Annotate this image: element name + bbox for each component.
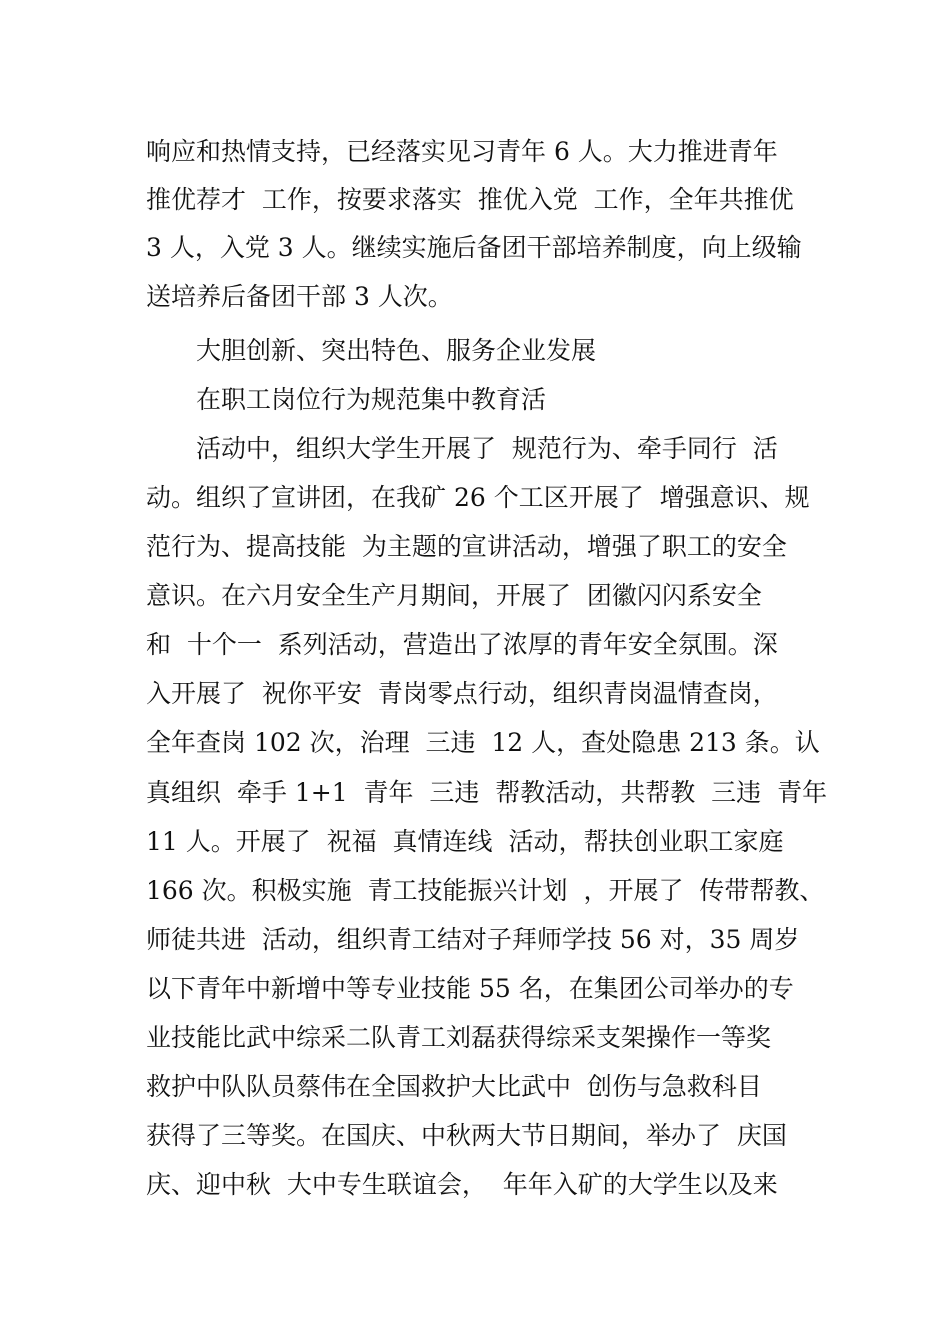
text-line: 以下青年中新增中等专业技能 55 名，在集团公司举办的专 (146, 974, 794, 1003)
text-line: 响应和热情支持，已经落实见习青年 6 人。大力推进青年 (146, 137, 778, 166)
text-line: 11 人。开展了 祝福 真情连线 活动，帮扶创业职工家庭 (146, 827, 784, 856)
text-line: 真组织 牵手 1+1 青年 三违 帮教活动，共帮教 三违 青年 (146, 778, 828, 807)
text-line: 和 十个一 系列活动，营造出了浓厚的青年安全氛围。深 (146, 630, 778, 659)
paragraph-first-line: 活动中，组织大学生开展了 规范行为、牵手同行 活 (196, 434, 778, 463)
text-line: 3 人，入党 3 人。继续实施后备团干部培养制度，向上级输 (146, 233, 802, 262)
text-line: 庆、迎中秋 大中专生联谊会， 年年入矿的大学生以及来 (146, 1170, 778, 1199)
text-line: 入开展了 祝你平安 青岗零点行动，组织青岗温情查岗， (146, 679, 778, 708)
text-line: 推优荐才 工作，按要求落实 推优入党 工作，全年共推优 (146, 185, 794, 214)
section-heading: 在职工岗位行为规范集中教育活 (196, 385, 547, 414)
text-line: 意识。在六月安全生产月期间，开展了 团徽闪闪系安全 (146, 581, 762, 610)
text-line: 动。组织了宣讲团，在我矿 26 个工区开展了 增强意识、规 (146, 483, 810, 512)
section-heading: 大胆创新、突出特色、服务企业发展 (196, 336, 597, 365)
text-line: 全年查岗 102 次，治理 三违 12 人，查处隐患 213 条。认 (146, 728, 820, 757)
text-line: 获得了三等奖。在国庆、中秋两大节日期间，举办了 庆国 (146, 1121, 787, 1150)
text-line: 送培养后备团干部 3 人次。 (146, 282, 453, 311)
text-line: 救护中队队员蔡伟在全国救护大比武中 创伤与急救科目 (146, 1072, 762, 1101)
text-line: 师徒共进 活动，组织青工结对子拜师学技 56 对，35 周岁 (146, 925, 800, 954)
text-line: 业技能比武中综采二队青工刘磊获得综采支架操作一等奖 (146, 1023, 772, 1052)
text-line: 166 次。积极实施 青工技能振兴计划 ，开展了 传带帮教、 (146, 876, 825, 905)
text-line: 范行为、提高技能 为主题的宣讲活动，增强了职工的安全 (146, 532, 787, 561)
